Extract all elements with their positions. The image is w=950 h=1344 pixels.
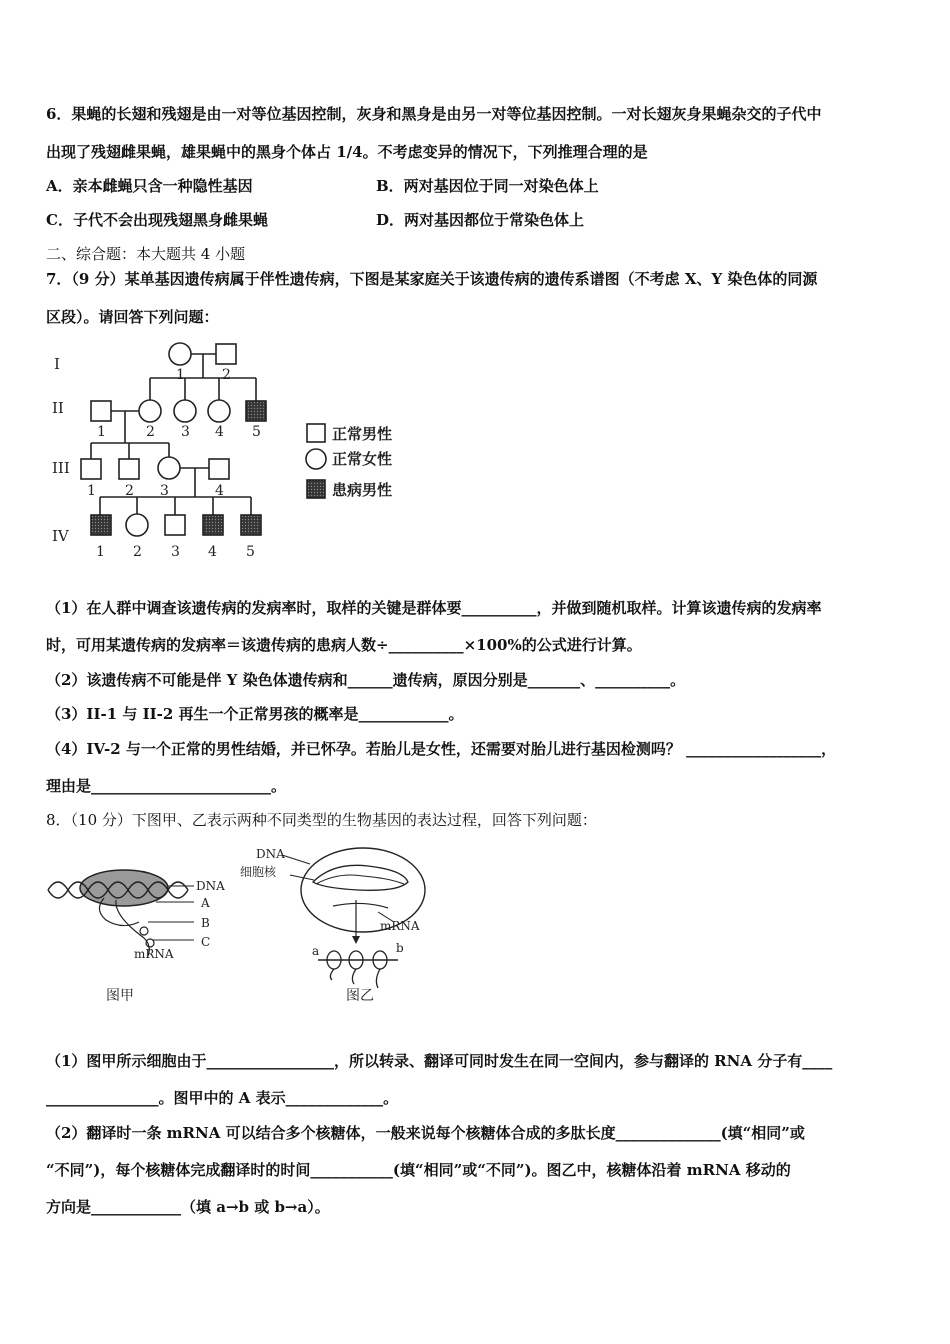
figure-yi — [238, 842, 438, 1012]
svg-text:2: 2 — [125, 483, 134, 499]
q7-part4-line2: 理由是________________________。 — [46, 777, 287, 795]
jia-dna-label: DNA — [196, 879, 225, 893]
svg-text:3: 3 — [171, 544, 180, 560]
IV-1-affected-male — [91, 515, 111, 535]
q7-part4-line1: （4）IV-2 与一个正常的男性结婚，并已怀孕。若胎儿是女性，还需要对胎儿进行基因检测吗？ __________________， — [46, 740, 837, 758]
yi-dna-label: DNA — [256, 847, 285, 861]
gen-label-1: I — [54, 355, 60, 373]
legend-affected-label: 患病男性 — [332, 481, 393, 499]
IV-5-affected-male — [241, 515, 261, 535]
legend-female-label: 正常女性 — [332, 450, 393, 468]
II-5-affected-male — [246, 401, 266, 421]
gen-label-3: III — [52, 459, 70, 477]
svg-text:2: 2 — [222, 367, 231, 383]
section-2-heading: 二、综合题：本大题共 4 小题 — [46, 245, 246, 263]
yi-b-label: b — [396, 941, 404, 955]
legend-male-label: 正常男性 — [332, 425, 393, 443]
q7-stem-line1: 7．（9 分）某单基因遗传病属于伴性遗传病，下图是某家庭关于该遗传病的遗传系谱图（不考虑 X、Y 染色体的同源 — [46, 270, 818, 288]
yi-a-label: a — [312, 944, 320, 958]
yi-nucleus-label: 细胞核 — [240, 865, 277, 879]
svg-text:5: 5 — [252, 424, 261, 440]
q6-option-d: D．两对基因都位于常染色体上 — [376, 211, 585, 229]
jia-caption: 图甲 — [106, 988, 134, 1004]
svg-text:1: 1 — [97, 424, 106, 440]
q7-stem-line2: 区段）。请回答下列问题： — [46, 308, 219, 326]
svg-text:2: 2 — [146, 424, 155, 440]
q6-option-c: C．子代不会出现残翅黑身雌果蝇 — [46, 211, 268, 229]
II-4-female — [208, 400, 230, 422]
q7-part1-line2: 时，可用某遗传病的发病率＝该遗传病的患病人数÷__________×100%的公式进行计算。 — [46, 636, 642, 654]
legend-male-symbol — [307, 424, 325, 442]
q8-stem: 8．（10 分）下图甲、乙表示两种不同类型的生物基因的表达过程，回答下列问题： — [46, 811, 597, 829]
svg-text:3: 3 — [160, 483, 169, 499]
I-2-male — [216, 344, 236, 364]
jia-a-label: A — [201, 896, 210, 910]
yi-caption: 图乙 — [346, 988, 374, 1004]
IV-4-affected-male — [203, 515, 223, 535]
svg-text:4: 4 — [208, 544, 217, 560]
III-4-male — [209, 459, 229, 479]
figure-jia — [44, 860, 244, 1010]
svg-text:1: 1 — [176, 367, 185, 383]
IV-2-female — [126, 514, 148, 536]
II-3-female — [174, 400, 196, 422]
q6-stem-line2: 出现了残翅雌果蝇，雄果蝇中的黑身个体占 1/4。不考虑变异的情况下，下列推理合理的是 — [46, 143, 648, 161]
svg-text:5: 5 — [246, 544, 255, 560]
jia-c-label: C — [201, 935, 211, 949]
svg-text:1: 1 — [96, 544, 105, 560]
q7-part2: （2）该遗传病不可能是伴 Y 染色体遗传病和______遗传病，原因分别是_______、__________。 — [46, 671, 686, 689]
jia-b-label: B — [201, 916, 210, 930]
q7-part1-line1: （1）在人群中调查该遗传病的发病率时，取样的关键是群体要__________，并做到随机取样。计算该遗传病的发病率 — [46, 599, 822, 617]
svg-text:4: 4 — [215, 424, 224, 440]
legend-affected-symbol — [307, 480, 325, 498]
q8-part1-line1: （1）图甲所示细胞由于_________________，所以转录、翻译可同时发生在同一空间内，参与翻译的 RNA 分子有____ — [46, 1052, 833, 1070]
q8-part2-line2: “不同”)，每个核糖体完成翻译时的时间___________(填“相同”或“不同”)。图乙中，核糖体沿着 mRNA 移动的 — [46, 1161, 791, 1179]
gen-label-2: II — [52, 399, 64, 417]
II-1-male — [91, 401, 111, 421]
q6-stem-line1: 6．果蝇的长翅和残翅是由一对等位基因控制，灰身和黑身是由另一对等位基因控制。一对长翅灰身果蝇杂交的子代中 — [46, 105, 822, 123]
gen-label-4: IV — [52, 527, 69, 545]
yi-mrna-label: mRNA — [380, 919, 420, 933]
q8-part1-line2: _______________。图甲中的 A 表示_____________。 — [46, 1089, 399, 1107]
II-2-female — [139, 400, 161, 422]
jia-mrna-label: mRNA — [134, 947, 174, 961]
IV-3-male — [165, 515, 185, 535]
svg-text:2: 2 — [133, 544, 142, 560]
q6-option-a: A．亲本雌蝇只含一种隐性基因 — [46, 177, 253, 195]
III-1-male — [81, 459, 101, 479]
q7-part3: （3）II-1 与 II-2 再生一个正常男孩的概率是____________。 — [46, 705, 464, 723]
svg-text:3: 3 — [181, 424, 190, 440]
svg-text:4: 4 — [215, 483, 224, 499]
pedigree-chart — [40, 335, 410, 565]
svg-text:1: 1 — [87, 483, 96, 499]
I-1-female — [169, 343, 191, 365]
q8-part2-line1: （2）翻译时一条 mRNA 可以结合多个核糖体，一般来说每个核糖体合成的多肽长度______________(填“相同”或 — [46, 1124, 805, 1142]
q8-part2-line3: 方向是____________（填 a→b 或 b→a）。 — [46, 1198, 330, 1216]
q6-option-b: B．两对基因位于同一对染色体上 — [376, 177, 599, 195]
III-2-male — [119, 459, 139, 479]
III-3-female — [158, 457, 180, 479]
legend-female-symbol — [306, 449, 326, 469]
